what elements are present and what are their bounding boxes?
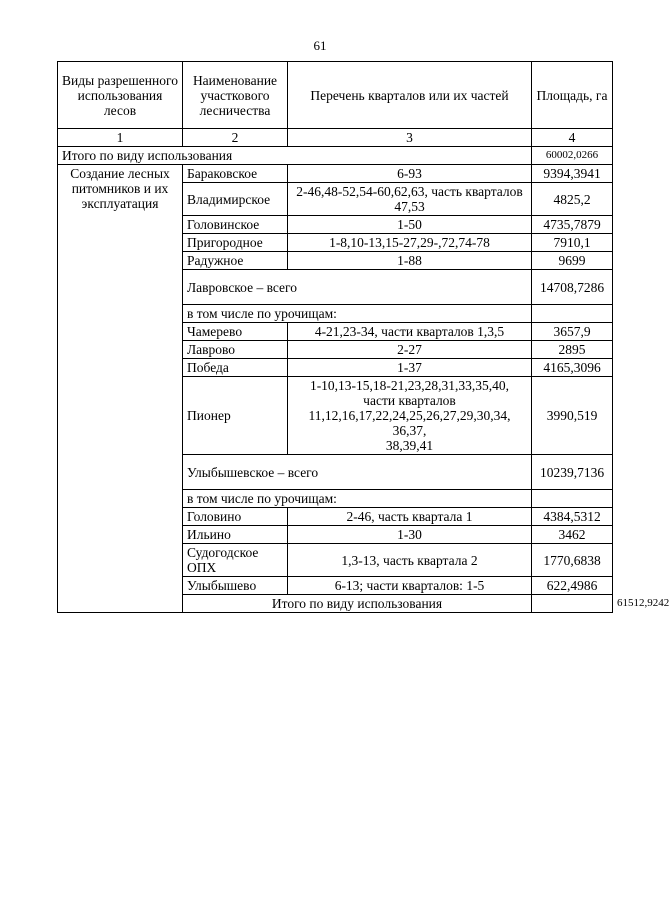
quarters-list: 2-27 — [288, 341, 532, 359]
quarters-line: 1-10,13-15,18-21,23,28,31,33,35,40, — [309, 378, 510, 393]
total-label: Итого по виду использования — [58, 147, 532, 165]
quarters-line: 38,39,41 — [385, 438, 434, 453]
forestry-name: Бараковское — [183, 165, 288, 183]
table-row — [58, 165, 613, 183]
tract-name: Победа — [183, 359, 288, 377]
area-value: 9699 — [532, 252, 613, 270]
total-bottom-row: Итого по виду использования 61512,9242 — [58, 595, 613, 613]
quarters-list: 1-30 — [288, 526, 532, 544]
total-area: 60002,0266 — [532, 147, 613, 165]
quarters-line: части кварталов — [363, 393, 456, 408]
area-value: 14708,7286 — [532, 270, 613, 305]
area-value: 1770,6838 — [532, 544, 613, 577]
area-value: 3657,9 — [532, 323, 613, 341]
total-label: Итого по виду использования — [183, 595, 532, 613]
empty-cell — [532, 305, 613, 323]
forestry-subtotal-name: Улыбышевское – всего — [183, 455, 532, 490]
area-value: 4165,3096 — [532, 359, 613, 377]
tract-name: Ильино — [183, 526, 288, 544]
column-number: 4 — [532, 129, 613, 147]
quarters-list: 1-8,10-13,15-27,29-,72,74-78 — [288, 234, 532, 252]
quarters-list: 2-46,48-52,54-60,62,63, часть кварталов 47,53 — [288, 183, 532, 216]
forest-use-table — [57, 61, 669, 613]
quarters-list: 1-50 — [288, 216, 532, 234]
forestry-name: Пригородное — [183, 234, 288, 252]
header-row — [58, 62, 613, 129]
forestry-subtotal-name: Лавровское – всего — [183, 270, 532, 305]
total-top-row — [58, 147, 613, 165]
area-value: 10239,7136 — [532, 455, 613, 490]
including-tracts-label: в том числе по урочищам: — [183, 490, 532, 508]
quarters-list: 4-21,23-34, части кварталов 1,3,5 — [288, 323, 532, 341]
page-number: 61 — [313, 38, 327, 53]
forestry-name: Владимирское — [183, 183, 288, 216]
column-number: 1 — [58, 129, 183, 147]
column-number: 2 — [183, 129, 288, 147]
header-numbers-row — [58, 129, 613, 147]
area-value: 7910,1 — [532, 234, 613, 252]
quarters-list: 1-88 — [288, 252, 532, 270]
quarters-list: 1-37 — [288, 359, 532, 377]
area-value: 622,4986 — [532, 577, 613, 595]
tract-name: Пионер — [183, 377, 288, 455]
header-usage-type: Виды разрешенного использования лесов — [58, 62, 183, 129]
tract-name: Головино — [183, 508, 288, 526]
quarters-list: 1,3-13, часть квартала 2 — [288, 544, 532, 577]
tract-name: Судогодское ОПХ — [183, 544, 288, 577]
forestry-name: Радужное — [183, 252, 288, 270]
column-number: 3 — [288, 129, 532, 147]
including-tracts-label: в том числе по урочищам: — [183, 305, 532, 323]
quarters-list: 2-46, часть квартала 1 — [288, 508, 532, 526]
area-value: 3990,519 — [532, 377, 613, 455]
area-value: 2895 — [532, 341, 613, 359]
usage-type-cell: Создание лесных питомников и их эксплуатация — [58, 165, 183, 613]
area-value: 3462 — [532, 526, 613, 544]
area-value: 4735,7879 — [532, 216, 613, 234]
header-forestry-name: Наименование участкового лесничества — [183, 62, 288, 129]
area-value: 4825,2 — [532, 183, 613, 216]
forestry-name: Головинское — [183, 216, 288, 234]
area-value: 9394,3941 — [532, 165, 613, 183]
empty-cell — [532, 595, 613, 613]
header-quarters-list: Перечень кварталов или их частей — [288, 62, 532, 129]
quarters-line: 11,12,16,17,22,24,25,26,27,29,30,34, — [308, 408, 511, 423]
area-value: 4384,5312 — [532, 508, 613, 526]
tract-name: Улыбышево — [183, 577, 288, 595]
quarters-list: 6-13; части кварталов: 1-5 — [288, 577, 532, 595]
empty-cell — [532, 490, 613, 508]
tract-name: Лаврово — [183, 341, 288, 359]
quarters-list: 6-93 — [288, 165, 532, 183]
quarters-line: 36,37, — [392, 423, 427, 438]
tract-name: Чамерево — [183, 323, 288, 341]
header-area: Площадь, га — [532, 62, 613, 129]
quarters-list-multiline — [288, 377, 532, 455]
